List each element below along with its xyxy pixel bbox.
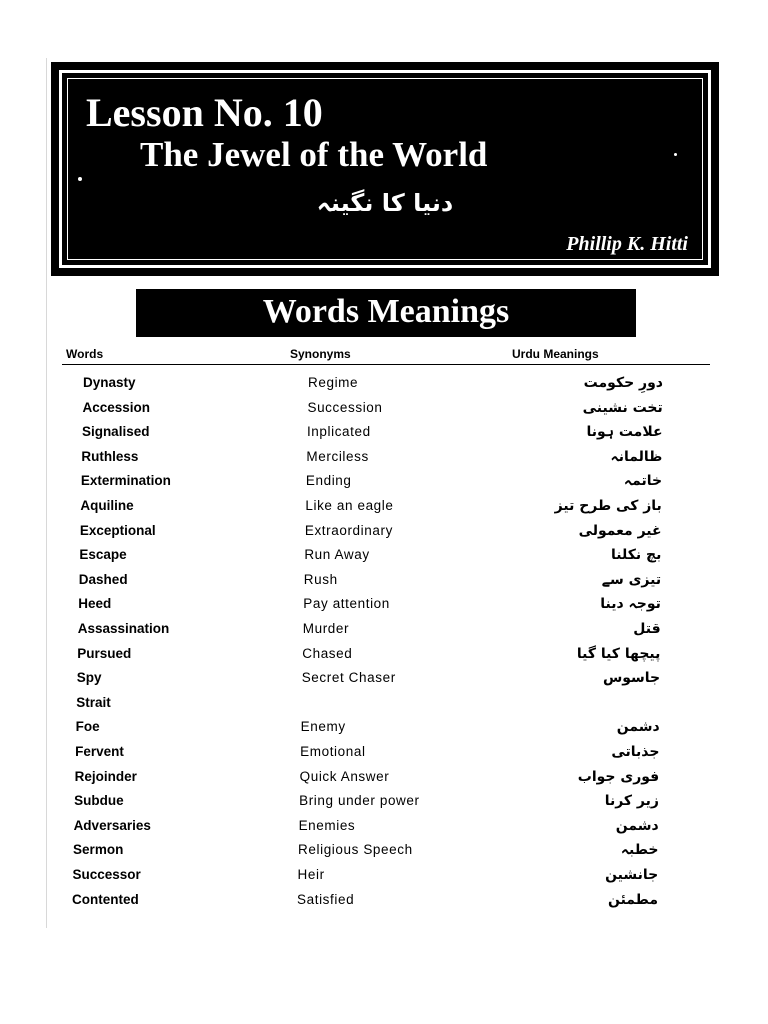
synonym-cell: Regime [308, 375, 359, 390]
table-row [0, 424, 768, 446]
table-row [0, 867, 768, 889]
word-cell: Pursued [77, 645, 132, 661]
synonym-cell: Pay attention [303, 596, 390, 612]
table-row [0, 621, 768, 643]
table-row [0, 523, 768, 545]
word-cell: Subdue [74, 793, 124, 809]
word-cell: Sermon [73, 842, 124, 858]
synonym-cell: Chased [302, 645, 353, 661]
synonym-cell: Heir [297, 867, 325, 882]
word-cell: Dynasty [83, 375, 136, 390]
word-cell: Fervent [75, 744, 124, 759]
word-cell: Assassination [77, 621, 170, 636]
word-cell: Dashed [78, 571, 128, 587]
table-row [0, 892, 768, 914]
table-row [0, 695, 768, 717]
urdu-meaning-cell: بچ نکلنا [611, 547, 662, 564]
column-header-words: Words [66, 347, 104, 361]
urdu-meaning-cell: جاسوس [602, 670, 661, 687]
table-row [0, 818, 768, 840]
synonym-cell: Rush [303, 571, 338, 587]
synonym-cell: Ending [305, 473, 352, 489]
table-row [0, 449, 768, 471]
column-header-urdu: Urdu Meanings [512, 347, 599, 361]
word-cell: Escape [79, 547, 127, 563]
urdu-meaning-cell: دشمن [616, 719, 660, 736]
word-cell: Spy [76, 670, 102, 686]
word-cell: Successor [72, 867, 141, 882]
word-cell: Exceptional [79, 522, 156, 538]
urdu-meaning-cell: دشمن [615, 817, 659, 834]
synonym-cell: Enemy [300, 719, 346, 735]
urdu-meaning-cell: فوری جواب [577, 768, 660, 785]
word-cell: Foe [75, 719, 100, 735]
word-cell: Rejoinder [74, 768, 137, 784]
table-row [0, 719, 768, 741]
word-cell: Aquiline [80, 498, 134, 513]
synonym-cell: Inplicated [306, 424, 371, 440]
word-cell: Strait [76, 694, 111, 710]
table-row [0, 473, 768, 495]
synonym-cell: Emotional [300, 744, 366, 759]
synonym-cell: Quick Answer [299, 768, 390, 784]
urdu-meaning-cell: تیزی سے [601, 571, 662, 588]
synonym-cell: Extraordinary [304, 522, 393, 538]
urdu-meaning-cell: زیر کرنا [604, 793, 659, 810]
synonym-cell: Satisfied [297, 891, 355, 907]
word-cell: Signalised [81, 424, 150, 440]
lesson-number: Lesson No. 10 [86, 90, 323, 135]
lesson-title-urdu: دنیا کا نگینہ [316, 189, 454, 217]
urdu-meaning-cell: ظالمانہ [610, 448, 663, 465]
word-cell: Ruthless [81, 448, 139, 464]
urdu-meaning-cell: علامت ہونا [586, 424, 663, 441]
table-row [0, 400, 768, 422]
table-row [0, 670, 768, 692]
urdu-meaning-cell: جانشین [605, 867, 659, 883]
word-cell: Adversaries [73, 817, 151, 833]
word-cell: Contented [72, 891, 139, 907]
urdu-meaning-cell: باز کی طرح تیز [554, 498, 662, 514]
table-row [0, 375, 768, 397]
urdu-meaning-cell: پیچھا کیا گیا [576, 645, 661, 662]
urdu-meaning-cell: توجہ دینا [600, 596, 661, 613]
urdu-meaning-cell: قتل [633, 621, 661, 637]
urdu-meaning-cell: خطبہ [620, 842, 659, 859]
table-row [0, 572, 768, 594]
synonym-cell: Murder [302, 621, 350, 636]
word-cell: Accession [82, 399, 151, 415]
synonym-cell: Enemies [298, 817, 356, 833]
urdu-meaning-cell: مطمئن [607, 891, 658, 908]
urdu-meaning-cell: خاتمہ [623, 473, 663, 490]
author-name: Phillip K. Hitti [566, 233, 688, 255]
synonym-cell: Secret Chaser [301, 670, 396, 686]
synonym-cell: Religious Speech [298, 842, 413, 858]
urdu-meaning-cell: تخت نشینی [582, 399, 663, 416]
synonym-cell: Run Away [304, 547, 370, 563]
table-row [0, 596, 768, 618]
table-row [0, 744, 768, 766]
column-header-synonyms: Synonyms [290, 347, 351, 361]
urdu-meaning-cell: دورِ حکومت [583, 375, 663, 391]
urdu-meaning-cell: غیر معمولی [578, 522, 662, 539]
lesson-title: The Jewel of the World [140, 135, 488, 174]
section-heading: Words Meanings [262, 293, 510, 330]
synonym-cell: Like an eagle [305, 498, 394, 513]
table-row [0, 769, 768, 791]
synonym-cell: Bring under power [299, 793, 420, 809]
word-cell: Heed [78, 596, 112, 612]
word-cell: Extermination [80, 473, 171, 489]
urdu-meaning-cell: جذباتی [611, 744, 660, 760]
table-row [0, 842, 768, 864]
synonym-cell: Merciless [306, 448, 369, 464]
table-row [0, 498, 768, 520]
table-row [0, 547, 768, 569]
table-row [0, 793, 768, 815]
synonym-cell: Succession [307, 399, 383, 415]
table-row [0, 646, 768, 668]
